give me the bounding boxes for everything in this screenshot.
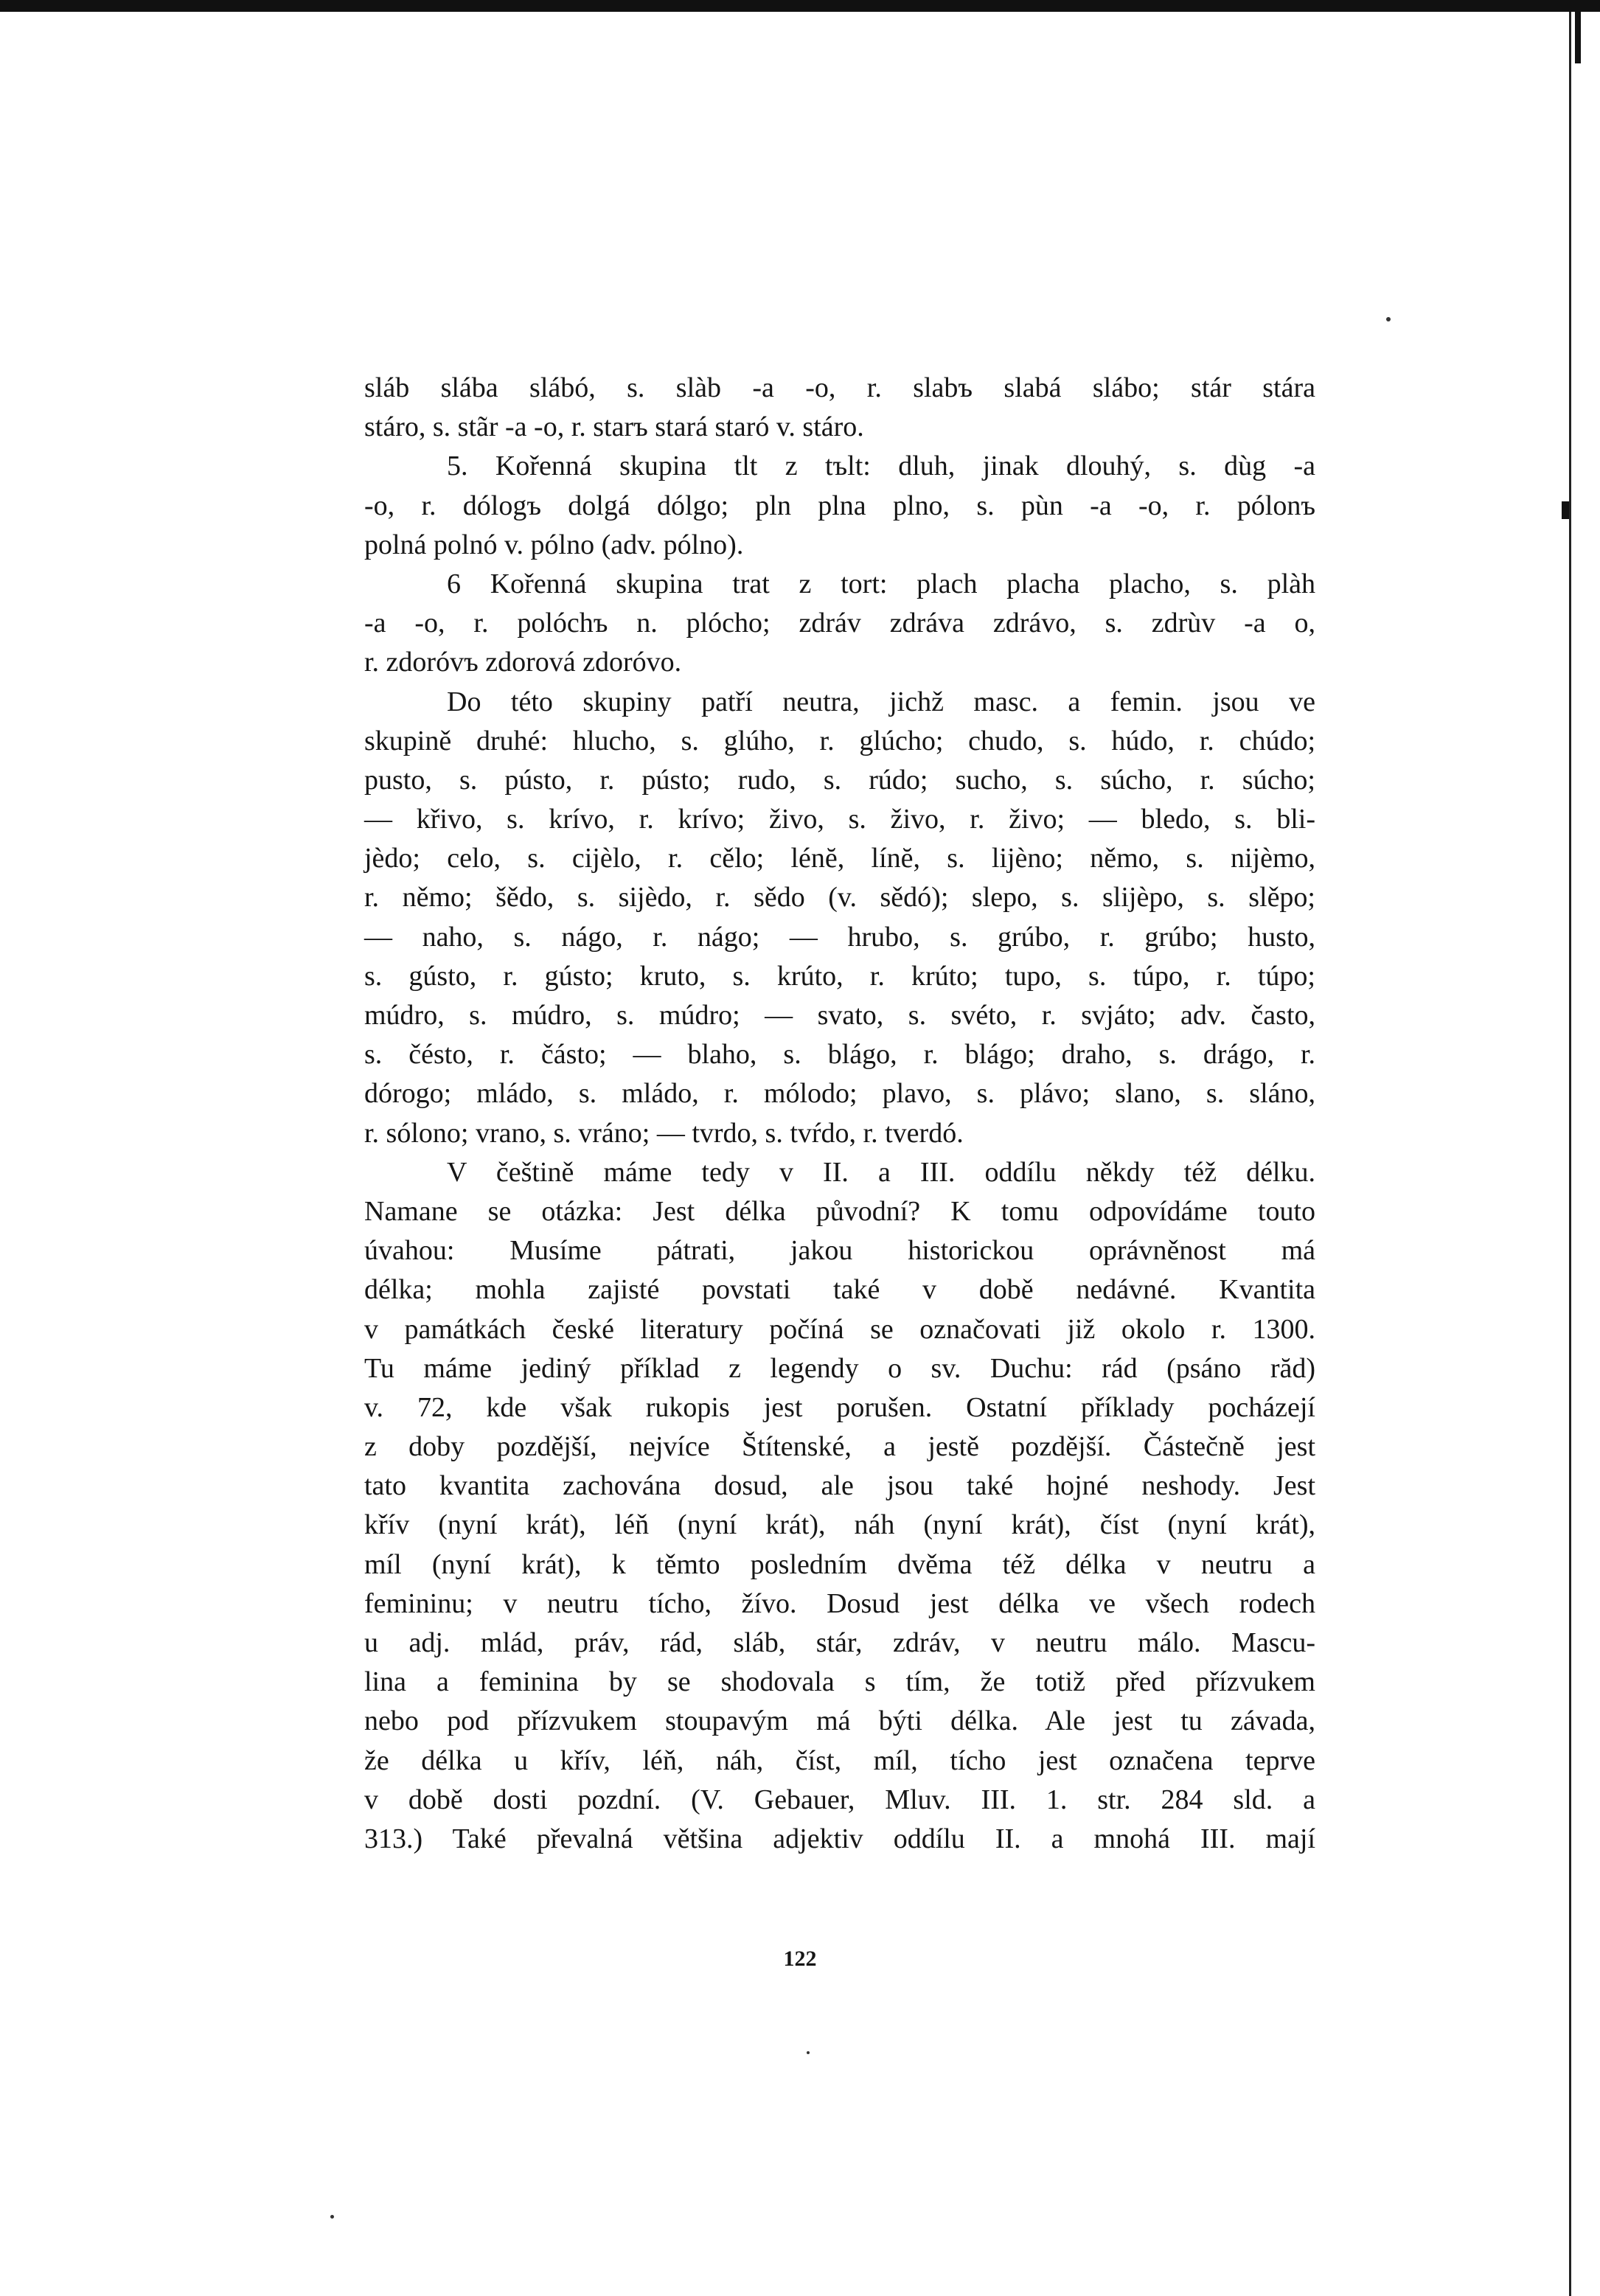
- text-line: -a -o, r. polóchъ n. plócho; zdráv zdráva zdrávo, s. zdrùv -a o,: [364, 608, 1315, 639]
- text-line: míl (nyní krát), k těmto posledním dvěma též délka v neutru a: [364, 1548, 1315, 1580]
- scan-speck: [330, 2215, 334, 2219]
- text-line: — křivo, s. krívo, r. krívo; živo, s. živo, r. živo; — bledo, s. bli-: [364, 804, 1315, 835]
- text-line: múdro, s. múdro, s. múdro; — svato, s. svéto, r. svjáto; adv. často,: [364, 1000, 1315, 1031]
- text-line: křív (nyní krát), léň (nyní krát), náh (nyní krát), číst (nyní krát),: [364, 1509, 1315, 1541]
- text-line: r. zdoróvъ zdorová zdoróvo.: [364, 647, 682, 678]
- text-line: z doby pozdější, nejvíce Štítenské, a jestě pozdější. Částečně jest: [364, 1431, 1315, 1463]
- scan-top-border: [0, 0, 1600, 12]
- text-line: 6 Kořenná skupina trat z tort: plach placha placho, s. plàh: [447, 568, 1315, 599]
- text-line: tato kvantita zachována dosud, ale jsou také hojné neshody. Jest: [364, 1470, 1315, 1502]
- text-line: r. němo; šědo, s. sijèdo, r. sědo (v. sědó); slepo, s. slijèpo, s. slěpo;: [364, 882, 1315, 914]
- text-line: jèdo; celo, s. cijèlo, r. cělo; lénĕ, línĕ, s. lijèno; němo, s. nijèmo,: [364, 843, 1315, 874]
- text-line: -o, r. dólogъ dolgá dólgo; pln plna plno, s. pùn -a -o, r. pólonъ: [364, 490, 1315, 521]
- text-line: polná polnó v. pólno (adv. pólno).: [364, 529, 744, 560]
- text-line: že délka u křív, léň, náh, číst, míl, tícho jest označena teprve: [364, 1744, 1315, 1776]
- text-line: lina a feminina by se shodovala s tím, že totiž před přízvukem: [364, 1666, 1315, 1698]
- text-line: Tu máme jediný příklad z legendy o sv. Duchu: rád (psáno răd): [364, 1352, 1315, 1384]
- text-line: v památkách české literatury počíná se označovati již okolo r. 1300.: [364, 1313, 1315, 1345]
- text-line: u adj. mlád, práv, rád, sláb, stár, zdráv, v neutru málo. Mascu-: [364, 1627, 1315, 1658]
- text-line: stáro, s. stãr -a -o, r. starъ stará staró v. stáro.: [364, 411, 864, 443]
- text-line: nebo pod přízvukem stoupavým má býti délka. Ale jest tu závada,: [364, 1705, 1315, 1737]
- text-line: délka; mohla zajisté povstati také v době nedávné. Kvantita: [364, 1274, 1315, 1306]
- page-number: 122: [783, 1947, 817, 1971]
- text-line: 313.) Také převalná většina adjektiv oddílu II. a mnohá III. mají: [364, 1823, 1315, 1854]
- text-line: skupině druhé: hlucho, s. glúho, r. glúcho; chudo, s. húdo, r. chúdo;: [364, 725, 1315, 756]
- text-line: r. sólono; vrano, s. vráno; — tvrdo, s. tvŕdo, r. tverdó.: [364, 1117, 964, 1149]
- text-line: dórogo; mládo, s. mládo, r. mólodo; plavo, s. plávo; slano, s. sláno,: [364, 1078, 1315, 1110]
- scan-speck: [807, 2051, 810, 2054]
- text-line: femininu; v neutru tícho, žívo. Dosud jest délka ve všech rodech: [364, 1587, 1315, 1619]
- text-line: v době dosti pozdní. (V. Gebauer, Mluv. III. 1. str. 284 sld. a: [364, 1784, 1315, 1815]
- text-line: V češtině máme tedy v II. a III. oddílu někdy též délku.: [447, 1156, 1315, 1188]
- text-line: 5. Kořenná skupina tlt z tъlt: dluh, jinak dlouhý, s. dùg -a: [447, 450, 1315, 482]
- text-line: s. čésto, r. částo; — blaho, s. blágo, r. blágo; draho, s. drágo, r.: [364, 1039, 1315, 1071]
- text-line: — naho, s. nágo, r. nágo; — hrubo, s. grúbo, r. grúbo; husto,: [364, 921, 1315, 953]
- scan-right-edge-mark: [1575, 12, 1581, 63]
- text-line: pusto, s. pústo, r. pústo; rudo, s. rúdo; sucho, s. súcho, r. súcho;: [364, 764, 1315, 796]
- text-line: Namane se otázka: Jest délka původní? K tomu odpovídáme touto: [364, 1195, 1315, 1227]
- scan-speck: [1386, 317, 1391, 321]
- text-line: úvahou: Musíme pátrati, jakou historickou oprávněnost má: [364, 1235, 1315, 1267]
- text-line: sláb slába slábó, s. slàb -a -o, r. slabъ slabá slábo; stár stára: [364, 372, 1315, 403]
- scan-edge-tick: [1562, 501, 1569, 519]
- text-line: v. 72, kde však rukopis jest porušen. Ostatní příklady pocházejí: [364, 1391, 1315, 1423]
- body-text: [364, 369, 1315, 1859]
- text-line: Do této skupiny patří neutra, jichž masc. a femin. jsou ve: [447, 686, 1315, 717]
- text-line: s. gústo, r. gústo; kruto, s. krúto, r. krúto; tupo, s. túpo, r. túpo;: [364, 960, 1315, 992]
